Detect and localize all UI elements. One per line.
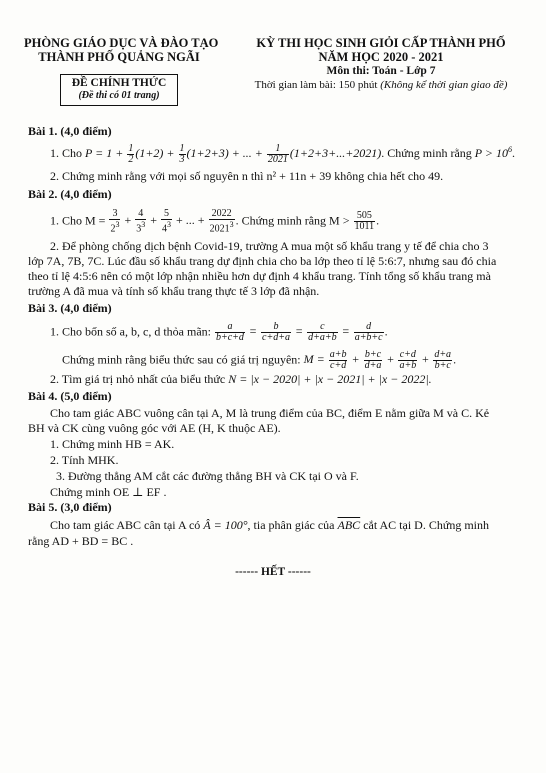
- p3-1-prefix: 1. Cho bốn số a, b, c, d thỏa mãn:: [50, 324, 214, 339]
- p2-1-mid: . Chứng minh rằng M >: [235, 213, 353, 228]
- p2-claim: $\frac{505}{1011}$: [354, 210, 375, 233]
- problem-5-line-1: [50, 518, 489, 532]
- p3-2-prefix: 2. Tìm giá trị nhỏ nhất của biểu thức: [50, 372, 229, 386]
- problem-2-part-2-line-3: theo tỉ lệ 4:5:6 nên có một lớp nhận nhiều hơn dự định 4 khẩu trang. Tính tổng số khẩu trang mà: [28, 269, 491, 283]
- problem-3-part-1: 1. Cho bốn số a, b, c, d thỏa mãn: $\frac{a}{b+c+d}$ = $\frac{b}{c+d+a}$ = $\frac{c}{d+a+b}$ = $\frac{d}{a+b+c}$ .: [50, 321, 388, 343]
- end-marker: ------ HẾT ------: [235, 566, 311, 578]
- problem-3-part-1-claim: Chứng minh rằng biểu thức sau có giá trị nguyên: M = $\frac{a+b}{c+d}$ + $\frac{b+c}{d+a}$ + $\frac{c+d}{a+b}$ + $\frac{d+a}{b+c}$ .: [62, 349, 457, 371]
- time-line: [236, 78, 526, 92]
- org-line-2: THÀNH PHỐ QUẢNG NGÃI: [38, 50, 200, 64]
- p5-suffix: cắt AC tại D. Chứng minh: [360, 518, 490, 532]
- problem-4-line-1: Cho tam giác ABC vuông cân tại A, M là trung điểm của BC, điểm E nằm giữa M và C. Kẻ: [50, 406, 490, 420]
- p3-expression: M = $\frac{a+b}{c+d}$ + $\frac{b+c}{d+a}$ + $\frac{c+d}{a+b}$ + $\frac{d+a}{b+c}$: [303, 349, 452, 371]
- problem-2-part-2-line-4: trường A đã mua và tính số khẩu trang thực tế 3 lớp đã nhận.: [28, 284, 320, 298]
- header-right: [236, 36, 526, 92]
- problem-1-part-2: 2. Chứng minh rằng với mọi số nguyên n thì n² + 11n + 39 không chia hết cho 49.: [50, 169, 444, 183]
- problem-3-part-2: [50, 372, 432, 386]
- org-line-1: PHÒNG GIÁO DỤC VÀ ĐÀO TẠO: [24, 36, 219, 50]
- p1-claim: $P > 10^6$: [474, 145, 513, 160]
- problem-4-part-1: 1. Chứng minh HB = AK.: [50, 437, 175, 451]
- p2-1-prefix: 1. Cho M =: [50, 213, 109, 228]
- problem-4-part-2: 2. Tính MHK.: [50, 453, 119, 467]
- problem-4-part-3-claim: Chứng minh OE ⊥ EF .: [50, 485, 167, 499]
- p5-angle-a: Â = 100°: [203, 518, 248, 532]
- p3-condition: $\frac{a}{b+c+d}$ = $\frac{b}{c+d+a}$ = $\frac{c}{d+a+b}$ = $\frac{d}{a+b+c}$: [215, 321, 383, 343]
- pages-note: (Đề thi có 01 trang): [78, 90, 160, 101]
- p3-2-expr: N = |x − 2020| + |x − 2021| + |x − 2022|.: [228, 372, 432, 386]
- problem-2-part-2-line-2: lớp 7A, 7B, 7C. Lúc đầu số khẩu trang dự định chia cho ba lớp theo tỉ lệ 5:6:7, nhưng sau đó chia: [28, 254, 497, 268]
- problem-5-title: Bài 5. (3,0 điểm): [28, 500, 112, 514]
- p5-mid: , tia phân giác của: [247, 518, 338, 532]
- problem-4-part-3: 3. Đường thẳng AM cắt các đường thẳng BH và CK tại O và F.: [56, 469, 359, 483]
- problem-2-part-1: 1. Cho M = $\frac{3}{2^3}$ + $\frac{4}{3^3}$ + $\frac{5}{4^3}$ + ... + $\frac{2022}{2021^3}$ . Chứng minh rằng M > $\frac{505}{1011}$ .: [50, 208, 380, 235]
- p5-prefix: Cho tam giác ABC cân tại A có: [50, 518, 204, 532]
- p1-1-suffix: . Chứng minh rằng: [381, 146, 475, 160]
- problem-5-line-2: rằng AD + BD = BC .: [28, 534, 134, 548]
- time-prefix: Thời gian làm bài: 150 phút: [254, 79, 381, 91]
- p1-formula: P = 1 + $\frac{1}{2}$ (1+2) + $\frac{1}{3}$ (1+2+3) + ... + $\frac{1}{2021}$ (1+2+3+...+2021): [85, 142, 382, 165]
- problem-3-title: Bài 3. (4,0 điểm): [28, 301, 112, 315]
- exam-title: KỲ THI HỌC SINH GIỎI CẤP THÀNH PHỐ: [256, 36, 506, 50]
- problem-2-title: Bài 2. (4,0 điểm): [28, 187, 112, 201]
- official-box: [60, 74, 178, 106]
- official-label: ĐỀ CHÍNH THỨC: [71, 77, 167, 89]
- time-note: (Không kể thời gian giao đề): [380, 79, 508, 91]
- subject: Môn thi: Toán - Lớp 7: [326, 65, 436, 77]
- problem-4-title: Bài 4. (5,0 điểm): [28, 389, 112, 403]
- p1-1-prefix: 1. Cho: [50, 146, 86, 160]
- p2-formula: $\frac{3}{2^3}$ + $\frac{4}{3^3}$ + $\frac{5}{4^3}$ + ... + $\frac{2022}{2021^3}$: [110, 208, 234, 235]
- school-year: NĂM HỌC 2020 - 2021: [318, 50, 444, 64]
- problem-2-part-2-line-1: 2. Để phòng chống dịch bệnh Covid-19, trường A mua một số khẩu trang y tế để chia cho 3: [50, 239, 489, 253]
- problem-1-title: Bài 1. (4,0 điểm): [28, 124, 112, 138]
- problem-4-line-2: BH và CK cùng vuông góc với AE (H, K thuộc AE).: [28, 421, 281, 435]
- p3-1b-prefix: Chứng minh rằng biểu thức sau có giá trị nguyên:: [62, 352, 304, 367]
- p5-angle-abc: $\overline{ABC}$: [337, 518, 361, 532]
- problem-1-part-1: 1. Cho P = 1 + $\frac{1}{2}$ (1+2) + $\frac{1}{3}$ (1+2+3) + ... + $\frac{1}{2021}$ (1+2+3+...+2021). Chứng minh rằng $P > 10^6$.: [50, 142, 516, 165]
- header-left: [24, 36, 219, 106]
